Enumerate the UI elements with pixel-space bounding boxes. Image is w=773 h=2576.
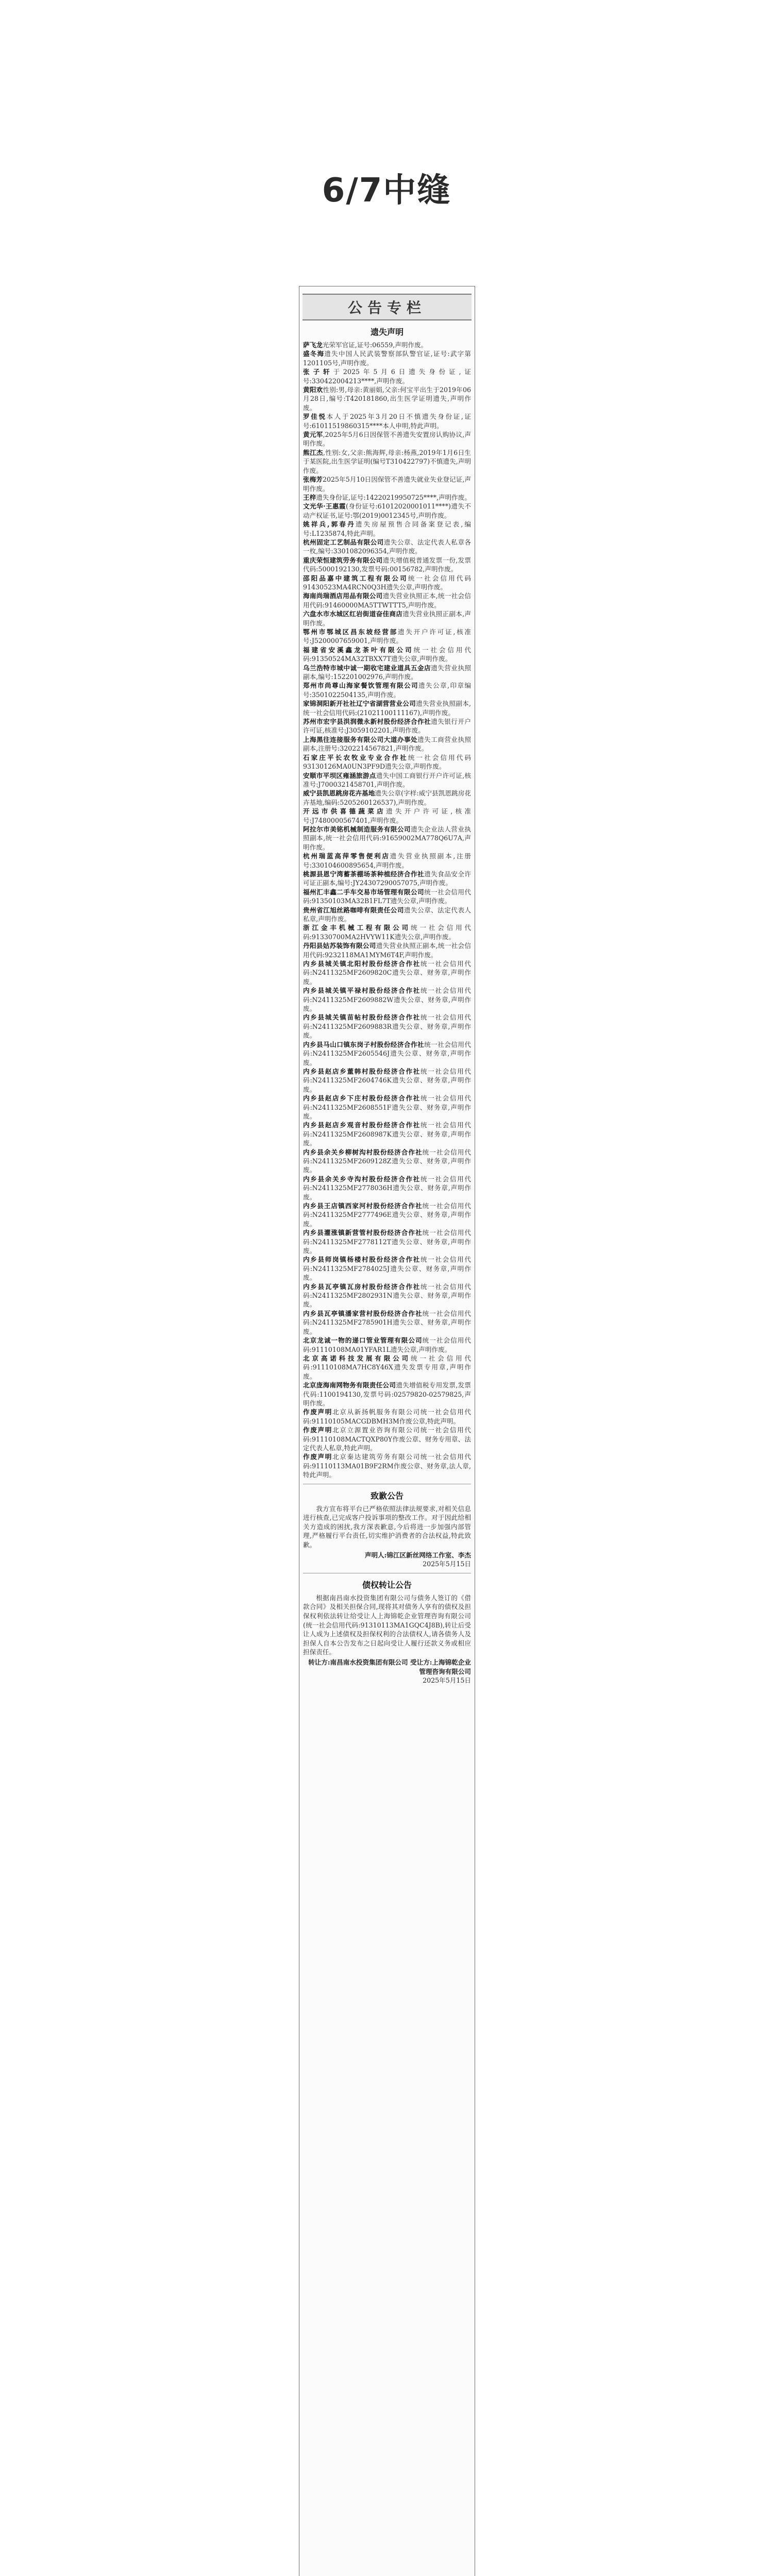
notice-entry xyxy=(303,870,471,888)
notice-entry xyxy=(303,591,471,609)
notice-entry xyxy=(303,628,471,646)
notice-entry xyxy=(303,923,471,941)
entry-name: 熊江杰 xyxy=(303,448,323,456)
entry-text: 于2025年5月6日遗失身份证,证号:330422004213****,声明作废。 xyxy=(303,368,471,385)
announcement-column xyxy=(299,286,475,2576)
notice-entry xyxy=(303,986,471,1013)
entry-name: 作废声明 xyxy=(303,1453,332,1461)
entry-text: 性别:男,母亲:黄丽娟,父亲:何宝平出生于2019年06月28日,编号:T420181860,出生医学证明遗失,声明作废。 xyxy=(303,386,472,412)
notice-entry xyxy=(303,349,471,367)
entry-name: 内乡县灌涨镇新营管村股份经济合作社 xyxy=(303,1229,423,1237)
entry-text: 遗失开户许可证,核准号:J5200007659001,声明作废。 xyxy=(303,628,471,645)
entry-name: 重庆荣恒建筑劳务有限公司 xyxy=(303,556,383,564)
entry-text: 遗失企业法人营业执照副本,统一社会信用代码:91659002MA778Q6U7A,声明作废。 xyxy=(303,825,471,851)
entry-name: 杭州瑞蓝高萍零售便利店 xyxy=(303,852,390,860)
notice-entry xyxy=(303,1040,471,1067)
entry-text: 统一社会信用代码91430523MA4RCN0Q3H遗失公章,声明作废。 xyxy=(303,574,472,591)
entry-name: 内乡县瓦亭镇瓦房村股份经济合作社 xyxy=(303,1282,421,1291)
notice-entry xyxy=(303,502,471,520)
entry-text: 遗失工商营业执照副本,注册号:3202214567821,声明作废。 xyxy=(303,735,472,753)
entry-name: 黄元军 xyxy=(303,431,323,439)
entry-name: 张子轩 xyxy=(303,368,333,376)
entry-text: 遗失营业执照副本,编号:152201002976,声明作废。 xyxy=(303,664,472,681)
entry-text: 统一社会信用代码:N2411325MF2609820C遗失公章、财务章,声明作废。 xyxy=(303,960,472,986)
notice-entry xyxy=(303,1408,471,1426)
entry-text: 遗失银行开户许可证,核准号:J3059102201,声明作废。 xyxy=(303,718,472,735)
notice-entry xyxy=(303,852,471,870)
entry-name: 萨飞龙 xyxy=(303,341,323,349)
entry-name: 家锦洞阳新开社社辽宁省湖营营业公司 xyxy=(303,700,416,708)
notice-entry xyxy=(303,1228,471,1255)
entry-text: 统一社会信用代码:91350524MA32TBXX7T遗失公章,声明作废。 xyxy=(303,646,472,663)
debt-transfer-signer: 转让方:南昌南水投资集团有限公司 受让方:上海锦乾企业管理咨询有限公司 xyxy=(308,1658,471,1675)
entry-text: 遗失公章(字样:威宁县凯恩跳房花卉基地,编码:5205260126537),声明作废。 xyxy=(303,789,471,806)
entry-name: 北京庞海南网物务有限责任公司 xyxy=(303,1381,396,1389)
entry-text: 遗失公章,印章编号:3501022504135,声明作废。 xyxy=(303,682,471,699)
notice-entry xyxy=(303,1013,471,1040)
debt-transfer-body: 根据南昌南水投资集团有限公司与债务人签订的《借款合同》及相关担保合同,现将其对债务人享有的债权及担保权利依法转让给受让人上海锦乾企业管理咨询有限公司(统一社会信用代码:91310113MA1GQC4J8B),转让后受让人成为上述债权及担保权利的合法债权人,请各债务人及担保人自本公告发布之日起向受让人履行还款义务或相应担保责任。 xyxy=(303,1594,471,1656)
entry-name: 浙江金丰机械工程有限公司 xyxy=(303,924,411,932)
entry-name: 桃源县恩宁湾蓄茶棚场茶种植经济合作社 xyxy=(303,870,425,878)
entry-name: 北京龙诚一物的递口管业管理有限公司 xyxy=(303,1336,423,1345)
notice-entry xyxy=(303,430,471,448)
notice-entry xyxy=(303,941,471,959)
notice-entry xyxy=(303,906,471,924)
entry-text: 2025年5月10日因保管不善遗失就业失业登记证,声明作废。 xyxy=(303,476,472,493)
entry-name: 乌兰浩特市城中诚一期收宅建业道具五金店 xyxy=(303,664,431,672)
entry-text: 统一社会信用代码:91110108MA7HC8Y46X遗失发票专用章,声明作废。 xyxy=(303,1354,472,1380)
entry-text: 统一社会信用代码:N2411325MF2604746K遗失公章、财务章,声明作废。 xyxy=(303,1067,472,1093)
entry-text: 统一社会信用代码:N2411325MF2608551F遗失公章、财务章,声明作废。 xyxy=(303,1094,472,1120)
apology-date: 2025年5月15日 xyxy=(423,1560,471,1568)
loss-entries xyxy=(303,341,471,1480)
entry-text: 统一社会信用代码:N2411325MF2609882W遗失公章、财务章,声明作废。 xyxy=(303,987,472,1013)
notice-entry xyxy=(303,1255,471,1282)
entry-text: 遗失营业执照正副本,统一社会信用代码:9232118MA1MYM6T4F,声明作废。 xyxy=(303,942,472,959)
notice-entry xyxy=(303,1148,471,1175)
entry-name: 内乡县城关镇苗帖村股份经济合作社 xyxy=(303,1013,421,1022)
entry-name: 内乡县马山口镇东岗子村股份经济合作社 xyxy=(303,1040,425,1048)
entry-text: 统一社会信用代码:N2411325MF2778036H遗失公章、财务章,声明作废。 xyxy=(303,1175,472,1201)
entry-name: 海南尚瑞酒店用品有限公司 xyxy=(303,592,383,600)
entry-text: 统一社会信用代码:N2411325MF2785901H遗失公章、财务章,声明作废。 xyxy=(303,1309,472,1335)
entry-name: 作废声明 xyxy=(303,1408,332,1416)
notice-entry xyxy=(303,341,471,349)
apology-signer: 声明人:锦江区新丝网络工作室、李杰 xyxy=(364,1551,471,1559)
apology-title: 致歉公告 xyxy=(370,1490,404,1501)
entry-name: 杭州固定工艺制品有限公司 xyxy=(303,538,384,546)
notice-entry xyxy=(303,1381,471,1408)
notice-entry xyxy=(303,1336,471,1354)
entry-text: 光荣军官证,证号:06559,声明作废。 xyxy=(322,341,428,349)
entry-text: 遗失身份证,证号:14220219950725****,声明作废。 xyxy=(316,493,471,501)
entry-text: 遗失营业执照副本,统一社会信用代码:(21021100111167),声明作废。 xyxy=(303,700,471,717)
debt-transfer-title: 债权转让公告 xyxy=(362,1580,412,1590)
entry-text: 遗失增值税专用发票,发票代码:1100194130,发票号码:02579820-02579825,声明作废。 xyxy=(303,1381,471,1407)
notice-entry xyxy=(303,1175,471,1201)
notice-entry xyxy=(303,771,471,789)
entry-name: 阿拉尔市美铭机械制造服务有限公司 xyxy=(303,825,411,833)
entry-text: 统一社会信用代码:N2411325MF2609128Z遗失公章、财务章,声明作废。 xyxy=(303,1148,472,1174)
notice-entry xyxy=(303,664,471,682)
entry-name: 罗佳悦 xyxy=(303,413,327,421)
entry-name: 内乡县王店镇西家河村股份经济合作社 xyxy=(303,1202,423,1210)
entry-text: 遗失营业执照正副本,声明作废。 xyxy=(303,610,472,627)
entry-name: 内乡县余关乡寺沟村股份经济合作社 xyxy=(303,1175,421,1183)
notice-entry xyxy=(303,717,471,735)
entry-text: 北京秦达建筑劳务有限公司统一社会信用代码:91110113MA01B9F2RM作废公章、财务章,法人章,特此声明。 xyxy=(303,1453,472,1479)
entry-name: 内乡县城关镇平禄村股份经济合作社 xyxy=(303,987,421,995)
notice-entry xyxy=(303,609,471,628)
entry-text: ,2025年5月6日因保管不善遗失安置房认购协议,声明作废。 xyxy=(303,431,471,448)
entry-name: 张梅芳 xyxy=(303,476,323,484)
entry-text: 遗失营业执照副本,注册号:330104600895654,声明作废。 xyxy=(303,852,472,869)
entry-name: 北京高诺科技发展有限公司 xyxy=(303,1354,411,1362)
entry-text: 统一社会信用代码:N2411325MF2778112T遗失公章、财务章,声明作废。 xyxy=(303,1229,472,1255)
notice-entry xyxy=(303,1094,471,1121)
entry-text: 北京从新扬帆服务有限公司统一社会信用代码:91110105MACGDBMH3M作废公章,特此声明。 xyxy=(303,1408,472,1425)
entry-name: 内乡县师岗镇杨楼村股份经济合作社 xyxy=(303,1256,421,1264)
entry-name: 王梓 xyxy=(303,493,316,501)
loss-section-title: 遗失声明 xyxy=(370,327,404,337)
debt-transfer-date: 2025年5月15日 xyxy=(423,1676,471,1685)
notice-entry xyxy=(303,959,471,986)
entry-text: 统一社会信用代码:N2411325MF2608987K遗失公章、财务章,声明作废。 xyxy=(303,1121,472,1147)
notice-entry xyxy=(303,538,471,556)
notice-entry xyxy=(303,412,471,430)
entry-text: 统一社会信用代码:91350103MA32B1FL7T遗失公章,声明作废。 xyxy=(303,888,472,905)
entry-text: (身份证号:61012020001011****)遗失不动产权证书,证号:鄂(2019)0012345号,声明作废。 xyxy=(303,502,471,519)
entry-text: 北京立源置业咨询有限公司统一社会信用代码:91110108MACTQXP80Y作废公章、财务专用章、法定代表人私章,特此声明。 xyxy=(303,1426,472,1452)
entry-name: 鄂州市鄂城区昌东坡经营部 xyxy=(303,628,398,636)
notice-entry xyxy=(303,753,471,771)
notice-entry xyxy=(303,699,471,717)
notice-entry xyxy=(303,825,471,852)
notice-entry xyxy=(303,520,471,538)
notice-entry xyxy=(303,475,471,493)
entry-text: 本人于2025年3月20日不慎遗失身份证,证号:61011519860315****本人申明,特此声明。 xyxy=(303,413,472,430)
entry-text: 统一社会信用代码:91110108MA01YFAR1L遗失公章,声明作废。 xyxy=(303,1336,472,1353)
entry-text: 统一社会信用代码:N2411325MF2609883R遗失公章、财务章,声明作废。 xyxy=(303,1013,472,1040)
entry-name: 丹阳县姑苏装饰有限公司 xyxy=(303,942,376,950)
notice-entry xyxy=(303,448,471,475)
entry-name: 福建省安溪鑫龙茶叶有限公司 xyxy=(303,646,414,654)
entry-name: 石家庄平长农牧业专业合作社 xyxy=(303,753,408,761)
notice-entry xyxy=(303,1309,471,1336)
entry-text: 遗失食品安全许可证正副本,编号:JY24307290057075,声明作废。 xyxy=(303,870,472,887)
notice-entry xyxy=(303,1121,471,1147)
entry-name: 盛冬海 xyxy=(303,350,325,358)
notice-entry xyxy=(303,1452,471,1479)
entry-name: 开远市供喜德蔬菜店 xyxy=(303,807,386,816)
notice-entry xyxy=(303,556,471,574)
entry-text: 遗失中国人民武装警察部队警官证,证号:武字第1201105号,声明作废。 xyxy=(303,350,472,367)
entry-name: 内乡县瓦亭镇潘家营村股份经济合作社 xyxy=(303,1309,423,1317)
notice-entry xyxy=(303,385,471,412)
entry-text: 遗失中国工商银行开户许可证,核准号:J7000321458701,声明作废。 xyxy=(303,771,472,788)
notice-entry xyxy=(303,1201,471,1228)
entry-text: 遗失营业执照正本,统一社会信用代码:91460000MA5TTWTTT5,声明作废。 xyxy=(303,592,471,609)
entry-text: 统一社会信用代码93130126MA0UN3PF9D遗失公章,声明作废。 xyxy=(303,753,472,771)
entry-name: 郑州市尚尊山海家餐饮管理有限公司 xyxy=(303,682,418,690)
entry-text: 统一社会信用代码:N2411325MF2777496E遗失公章、财务章,声明作废。 xyxy=(303,1202,472,1228)
entry-text: 遗失公章、法定代表人私章,声明作废。 xyxy=(303,906,472,923)
entry-text: ,性别:女,父亲:熊海辉,母亲:杨燕,2019年1月6日生于某医院,出生医学证明(编号T310422797)不慎遗失,声明作废。 xyxy=(303,448,471,474)
entry-name: 作废声明 xyxy=(303,1426,332,1434)
notice-entry xyxy=(303,1282,471,1309)
notice-entry xyxy=(303,735,471,753)
notice-entry xyxy=(303,646,471,664)
entry-name: 邵阳品嘉中建筑工程有限公司 xyxy=(303,574,408,582)
entry-name: 内乡县赵店乡观音村股份经济合作社 xyxy=(303,1121,421,1129)
entry-text: 遗失公章、法定代表人私章各一枚,编号:3301082096354,声明作废。 xyxy=(303,538,471,555)
entry-name: 贵州省江旭丝路咖啡有限责任公司 xyxy=(303,906,404,914)
apology-body: 我方宣布将平台已严格依照法律法规要求,对相关信息进行核查,已完成客户投诉事项的整改工作。对于因此给相关方造成的困扰,我方深表歉意,今后将进一步加强内部管理,严格履行平台责任,切实维护消费者的合法权益,特此致歉。 xyxy=(303,1504,471,1549)
entry-name: 内乡县余关乡柳树沟村股份经济合作社 xyxy=(303,1148,423,1156)
entry-name: 福州汇丰鑫二手车交易市场管理有限公司 xyxy=(303,888,425,896)
entry-name: 黄阳欢 xyxy=(303,386,323,394)
notice-entry xyxy=(303,807,471,825)
entry-name: 苏州市宏宇县洪润微永新村股份经济合作社 xyxy=(303,718,431,726)
entry-name: 六盘水市水城区红岩街道奋佳商店 xyxy=(303,610,403,618)
entry-text: 统一社会信用代码:91330700MA2HVYW11K遗失公章,声明作废。 xyxy=(303,924,472,941)
entry-name: 内乡县赵店乡下庄村股份经济合作社 xyxy=(303,1094,421,1103)
notice-entry xyxy=(303,789,471,807)
page-title: 6/7中缝 xyxy=(322,172,451,210)
column-header: 公告专栏 xyxy=(303,294,472,320)
entry-name: 安顺市平坝区雍涵旅游点 xyxy=(303,771,376,779)
entry-text: 遗失开户许可证,核准号:J7480000567401,声明作废。 xyxy=(303,807,471,824)
entry-name: 上海黑往连接服务有限公司大道办事处 xyxy=(303,735,417,743)
notice-entry xyxy=(303,1426,471,1452)
entry-name: 内乡县城关镇北阳村股份经济合作社 xyxy=(303,960,421,968)
entry-name: 内乡县赵店乡董韩村股份经济合作社 xyxy=(303,1067,421,1075)
entry-name: 威宁县凯恩跳房花卉基地 xyxy=(303,789,375,798)
notice-entry xyxy=(303,1067,471,1094)
notice-entry xyxy=(303,367,471,385)
notice-entry xyxy=(303,574,471,592)
notice-entry xyxy=(303,681,471,699)
entry-text: 统一社会信用代码:N2411325MF2605546J遗失公章、财务章,声明作废。 xyxy=(303,1040,472,1066)
entry-text: 统一社会信用代码:N2411325MF2802931N遗失公章、财务章,声明作废。 xyxy=(303,1282,472,1309)
entry-text: 遗失增值税普通发票一份,发票代码:5000192130,发票号码:00156782,声明作废。 xyxy=(303,556,471,573)
entry-name: 文光华·王惠霞 xyxy=(303,502,346,511)
entry-text: 遗失房屋预售合同备案登记表,编号:L1235874,特此声明。 xyxy=(303,520,471,537)
entry-name: 姚祥兵,郭春丹 xyxy=(303,520,356,529)
notice-entry xyxy=(303,888,471,906)
entry-text: 统一社会信用代码:N2411325MF2784025J遗失公章、财务章,声明作废。 xyxy=(303,1256,472,1282)
notice-entry xyxy=(303,1354,471,1381)
notice-entry xyxy=(303,493,471,502)
